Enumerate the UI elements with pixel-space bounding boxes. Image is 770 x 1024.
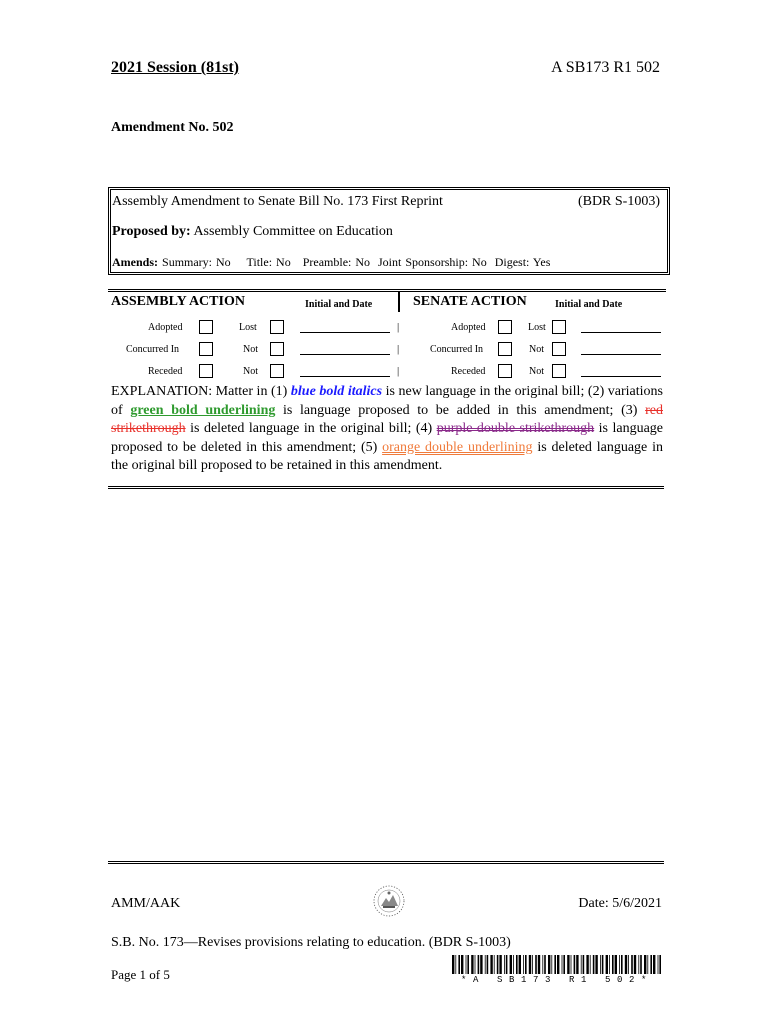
- purple-double-strikethrough-sample: purple double strikethrough: [436, 421, 595, 436]
- senate-concurred-checkbox[interactable]: [498, 342, 512, 356]
- assembly-concurred-label: Concurred In: [126, 344, 180, 355]
- senate-receded-checkbox[interactable]: [498, 364, 512, 378]
- amendment-number: Amendment No. 502: [111, 120, 234, 135]
- amendment-date: Date: 5/6/2021: [578, 896, 662, 911]
- senate-not-receded-label: Not: [529, 366, 544, 377]
- row-separator: |: [397, 321, 400, 333]
- assembly-concurred-checkbox[interactable]: [199, 342, 213, 356]
- assembly-not-concurred-checkbox[interactable]: [270, 342, 284, 356]
- bill-identifier: A SB173 R1 502: [551, 59, 660, 76]
- assembly-concurred-signature-line[interactable]: [300, 354, 390, 355]
- red-strikethrough-sample: red strikethrough: [111, 402, 663, 436]
- session-heading: 2021 Session (81st): [111, 59, 240, 76]
- senate-adopted-signature-line[interactable]: [581, 332, 661, 333]
- explanation-text: EXPLANATION: Matter in (1): [111, 384, 291, 399]
- assembly-not-receded-checkbox[interactable]: [270, 364, 284, 378]
- assembly-adopted-checkbox[interactable]: [199, 320, 213, 334]
- senate-adopted-label: Adopted: [451, 322, 486, 333]
- assembly-receded-label: Receded: [148, 366, 183, 377]
- explanation-text: is deleted language in the original bill proposed to be retained in this amendment.: [111, 439, 663, 473]
- green-underline-sample: green bold underlining: [130, 402, 276, 418]
- assembly-receded-checkbox[interactable]: [199, 364, 213, 378]
- assembly-lost-label: Lost: [239, 322, 257, 333]
- senate-action-heading: SENATE ACTION: [413, 294, 527, 309]
- senate-concurred-label: Concurred In: [430, 344, 484, 355]
- bdr-number: (BDR S-1003): [577, 194, 660, 209]
- proposed-by-value: Assembly Committee on Education: [193, 224, 393, 239]
- senate-initial-date-heading: Initial and Date: [555, 299, 623, 310]
- proposed-by-label: Proposed by:: [112, 224, 191, 239]
- amends-label: Amends:: [112, 255, 159, 269]
- orange-double-underline-sample: orange double underlining: [382, 439, 533, 455]
- action-divider: [398, 292, 400, 312]
- assembly-receded-signature-line[interactable]: [300, 376, 390, 377]
- assembly-adopted-signature-line[interactable]: [300, 332, 390, 333]
- bill-summary: S.B. No. 173—Revises provisions relating to education. (BDR S-1003): [111, 935, 511, 950]
- row-separator: |: [397, 343, 400, 355]
- assembly-lost-checkbox[interactable]: [270, 320, 284, 334]
- assembly-not-receded-label: Not: [243, 366, 258, 377]
- senate-concurred-signature-line[interactable]: [581, 354, 661, 355]
- explanation-text: is deleted language in the original bill; (4): [185, 421, 437, 436]
- senate-adopted-checkbox[interactable]: [498, 320, 512, 334]
- senate-not-concurred-label: Not: [529, 344, 544, 355]
- senate-lost-checkbox[interactable]: [552, 320, 566, 334]
- proposed-by: [112, 224, 393, 240]
- explanation-text: is new language in the original bill; (2) variations of: [111, 384, 664, 418]
- blue-bold-italics-sample: blue bold italics: [290, 384, 383, 399]
- explanation-rule: [108, 486, 664, 489]
- author-initials: AMM/AAK: [111, 896, 181, 911]
- barcode-icon: [452, 955, 662, 974]
- explanation-paragraph: [111, 383, 663, 476]
- footer-rule: [108, 861, 664, 864]
- amends-value: Summary: No Title: No Preamble: No Joint Sponsorship: No Digest: Yes: [162, 255, 551, 269]
- amendment-description: Assembly Amendment to Senate Bill No. 173 First Reprint: [112, 194, 443, 209]
- assembly-not-concurred-label: Not: [243, 344, 258, 355]
- assembly-initial-date-heading: Initial and Date: [305, 299, 373, 310]
- senate-lost-label: Lost: [528, 322, 546, 333]
- senate-not-receded-checkbox[interactable]: [552, 364, 566, 378]
- senate-not-concurred-checkbox[interactable]: [552, 342, 566, 356]
- page-number: Page 1 of 5: [111, 967, 170, 982]
- nevada-state-seal-icon: [372, 884, 406, 918]
- senate-receded-signature-line[interactable]: [581, 376, 661, 377]
- assembly-adopted-label: Adopted: [148, 322, 183, 333]
- row-separator: |: [397, 365, 400, 377]
- explanation-text: is language proposed to be deleted in this amendment; (5): [111, 421, 663, 455]
- senate-receded-label: Receded: [451, 366, 486, 377]
- explanation-text: is language proposed to be added in this amendment; (3): [275, 402, 646, 418]
- barcode-text: *A SB173 R1 502*: [460, 975, 653, 985]
- amends-line: [112, 255, 550, 270]
- assembly-action-heading: ASSEMBLY ACTION: [111, 294, 245, 309]
